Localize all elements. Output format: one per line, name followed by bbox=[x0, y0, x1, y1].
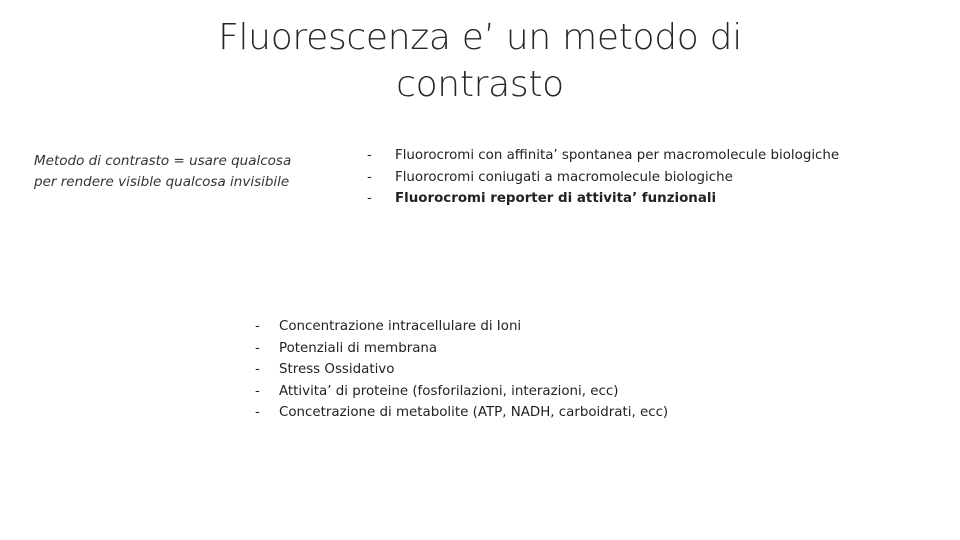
definition-text bbox=[34, 151, 334, 193]
slide-title bbox=[130, 14, 830, 108]
fluorochrome-list-item bbox=[367, 188, 839, 210]
dash-bullet: - bbox=[255, 383, 260, 399]
dash-bullet: - bbox=[255, 319, 260, 334]
reporter-list-item bbox=[255, 359, 668, 381]
reporter-list-item bbox=[255, 381, 668, 403]
reporter-list-item-text: Potenziali di membrana bbox=[279, 340, 438, 356]
reporter-list bbox=[255, 316, 668, 424]
fluorochrome-list-item-text: Fluorocromi reporter di attivita’ funzionali bbox=[395, 191, 717, 206]
reporter-list-item-text: Concetrazione di metabolite (ATP, NADH, carboidrati, ecc) bbox=[279, 405, 669, 420]
definition-line-2: per rendere visible qualcosa invisibile bbox=[34, 174, 290, 190]
dash-bullet: - bbox=[255, 405, 260, 420]
dash-bullet: - bbox=[255, 362, 260, 377]
fluorochrome-list-item-text: Fluorocromi con affinita’ spontanea per macromolecule biologiche bbox=[395, 148, 840, 163]
slide-title-line-1: Fluorescenza e’ un metodo di bbox=[218, 17, 742, 58]
reporter-list-item-text: Attivita’ di proteine (fosforilazioni, interazioni, ecc) bbox=[279, 383, 619, 399]
dash-bullet: - bbox=[367, 191, 372, 206]
reporter-list-item-text: Concentrazione intracellulare di Ioni bbox=[279, 319, 522, 334]
fluorochrome-list-item bbox=[367, 167, 839, 189]
dash-bullet: - bbox=[367, 148, 372, 163]
fluorochrome-list-item bbox=[367, 145, 839, 167]
dash-bullet: - bbox=[367, 169, 372, 185]
dash-bullet: - bbox=[255, 340, 260, 356]
slide-title-line-2: contrasto bbox=[396, 64, 564, 105]
reporter-list-item bbox=[255, 402, 668, 424]
fluorochrome-list-item-text: Fluorocromi coniugati a macromolecule biologiche bbox=[395, 169, 733, 185]
definition-line-1: Metodo di contrasto = usare qualcosa bbox=[34, 153, 292, 169]
reporter-list-item bbox=[255, 338, 668, 360]
fluorochrome-list bbox=[367, 145, 839, 210]
reporter-list-item bbox=[255, 316, 668, 338]
reporter-list-item-text: Stress Ossidativo bbox=[279, 362, 395, 377]
